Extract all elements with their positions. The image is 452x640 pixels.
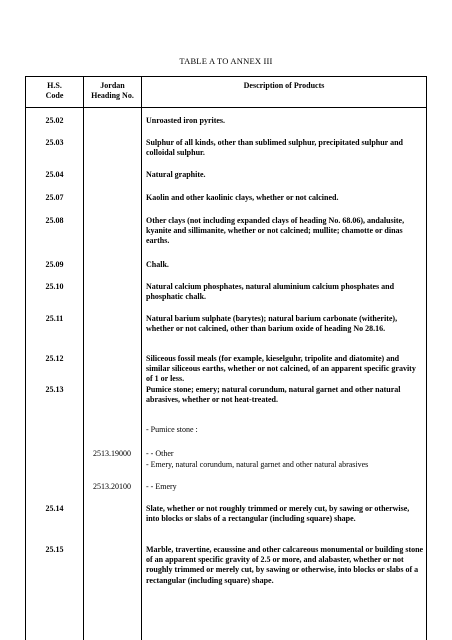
hs-code: 25.10 [45,282,64,291]
header-hs-code [26,81,83,101]
column-divider-1 [83,76,84,640]
header-jordan-heading [84,81,141,101]
product-description: Sulphur of all kinds, other than sublimed sulphur, precipitated sulphur and colloidal sulphur. [146,138,403,158]
product-description: Pumice stone; emery; natural corundum, natural garnet and other natural abrasives, whether or not heat-treated. [146,385,401,405]
header-divider [25,107,427,108]
sub-item-description: - Pumice stone : [146,425,198,434]
hs-code: 25.12 [45,354,64,363]
sub-item-description: - - Emery [146,482,177,491]
header-jordan-line2: Heading No. [91,91,134,100]
product-description: Unroasted iron pyrites. [146,116,226,125]
hs-code: 25.03 [45,138,64,147]
annex-table [25,76,427,640]
product-description: Siliceous fossil meals (for example, kieselguhr, tripolite and diatomite) and similar siliceous earths, whether or not calcined, of an apparent specific gravity of 1 or less. [146,354,416,384]
product-description: Kaolin and other kaolinic clays, whether or not calcined. [146,193,339,202]
hs-code: 25.07 [45,193,64,202]
header-hs-line2: Code [45,91,64,100]
table-title: TABLE A TO ANNEX III [179,56,273,66]
product-description: Natural calcium phosphates, natural aluminium calcium phosphates and phosphatic chalk. [146,282,395,302]
column-divider-2 [141,76,142,640]
sub-item-description: - Emery, natural corundum, natural garnet and other natural abrasives [146,460,369,469]
product-description: Marble, travertine, ecaussine and other calcareous monumental or building stone of an apparent specific gravity of 2.5 or more, and alabaster, whether or not roughly trimmed or merely cut, by sawing or otherwise, into blocks or slabs of a rectangular (including square) shape. [146,545,424,585]
table-border-right [426,76,427,640]
jordan-heading-no: 2513.20100 [93,482,131,491]
product-description: Natural graphite. [146,170,206,179]
hs-code: 25.02 [45,116,64,125]
product-description: Chalk. [146,260,169,269]
table-top-border [25,76,427,77]
hs-code: 25.09 [45,260,64,269]
product-description: Other clays (not including expanded clays of heading No. 68.06), andalusite, kyanite and sillimanite, whether or not calcined; mullite; chamotte or dinas earths. [146,216,405,246]
header-description: Description of Products [243,81,325,90]
hs-code: 25.14 [45,504,64,513]
hs-code: 25.13 [45,385,64,394]
product-description: Natural barium sulphate (barytes); natural barium carbonate (witherite), whether or not calcined, other than barium oxide of heading No 28.16. [146,314,398,334]
sub-item-description: - - Other [146,449,174,458]
product-description: Slate, whether or not roughly trimmed or merely cut, by sawing or otherwise, into blocks or slabs of a rectangular (including square) shape. [146,504,410,524]
hs-code: 25.11 [45,314,64,323]
hs-code: 25.08 [45,216,64,225]
header-jordan-line1: Jordan [100,81,125,90]
header-hs-line1: H.S. [47,81,62,90]
hs-code: 25.04 [45,170,64,179]
jordan-heading-no: 2513.19000 [93,449,131,458]
hs-code: 25.15 [45,545,64,554]
